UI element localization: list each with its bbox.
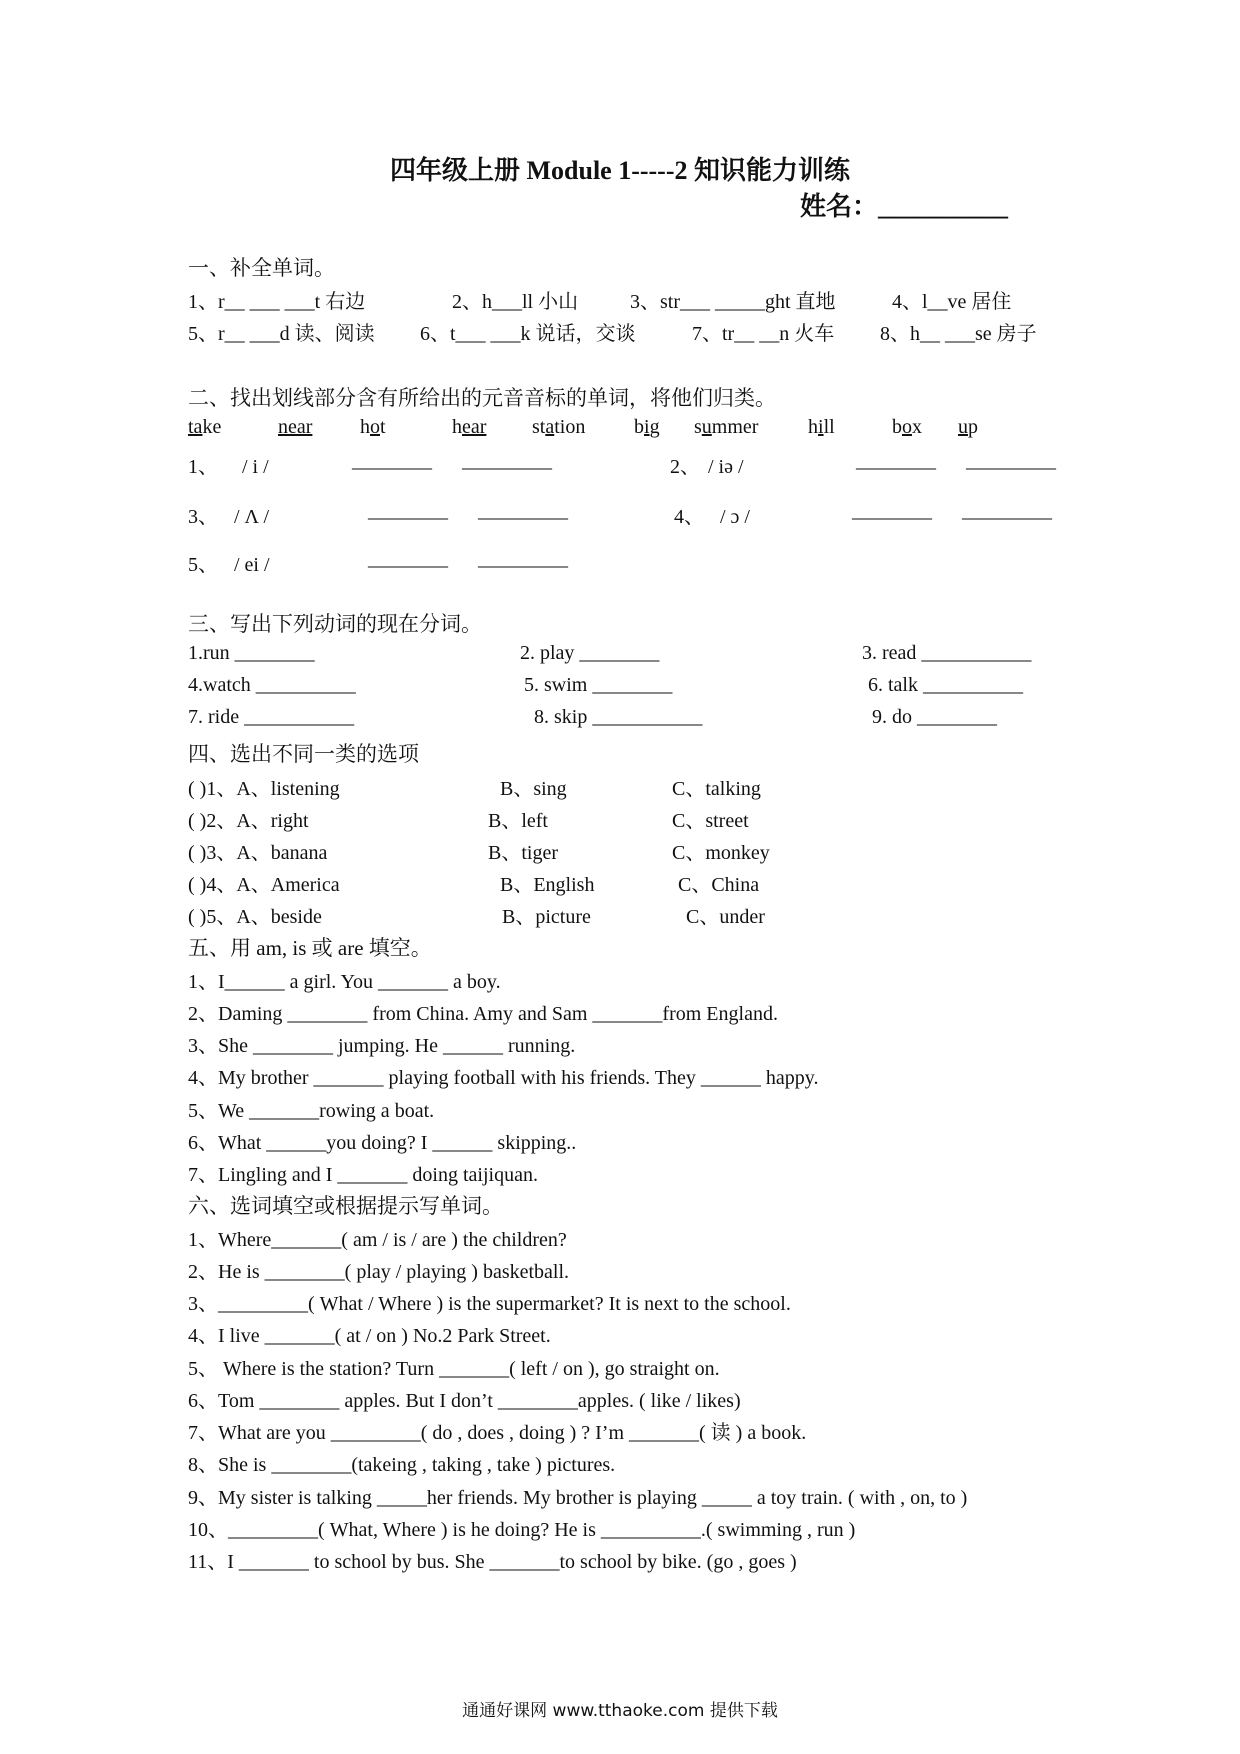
s6-line: 5、 Where is the station? Turn _______( left / on ), go straight on. [188,1358,720,1380]
s3-item: 8. skip ___________ [534,706,703,728]
s4-option-b: B、English [500,874,595,896]
word-bank-word: near [278,416,313,438]
s3-item: 2. play ________ [520,642,660,664]
phoneme-item-1: 1、 / i / [188,456,269,478]
s4-option-b: B、sing [500,778,567,800]
s5-line: 4、My brother _______ playing football with his friends. They ______ happy. [188,1067,819,1089]
s4-option-c: C、under [686,906,765,928]
word-bank-word: box [892,416,922,438]
word-bank-word: hot [360,416,386,438]
word-bank-word: hill [808,416,835,438]
phoneme-item-4: 4、 / ɔ / [674,506,750,528]
s4-option-b: B、left [488,810,548,832]
section-2-heading: 二、找出划线部分含有所给出的元音音标的单词，将他们归类。 [188,386,776,410]
answer-blank[interactable]: ________ [352,450,432,472]
s3-item: 7. ride ___________ [188,706,355,728]
s6-line: 9、My sister is talking _____her friends. My brother is playing _____ a toy train. ( with , on, to ) [188,1487,968,1509]
word-bank-word: summer [694,416,759,438]
s4-question: ( )5、A、beside [188,906,322,928]
s6-line: 7、What are you _________( do , does , doing ) ? I’m _______( 读 ) a book. [188,1422,807,1444]
phoneme-item-3: 3、 / Λ / [188,506,270,528]
s4-question: ( )2、A、right [188,810,309,832]
answer-blank[interactable]: _________ [478,548,568,570]
section-1-heading: 一、补全单词。 [188,256,335,280]
s6-line: 4、I live _______( at / on ) No.2 Park Street. [188,1325,551,1347]
s6-line: 3、_________( What / Where ) is the supermarket? It is next to the school. [188,1293,791,1315]
s3-item: 9. do ________ [872,706,997,728]
word-bank-word: station [532,416,586,438]
s1-item: 5、r__ ___d 读、阅读 [188,323,375,345]
s5-line: 3、She ________ jumping. He ______ running. [188,1035,576,1057]
s3-item: 4.watch __________ [188,674,356,696]
s4-option-c: C、China [678,874,760,896]
answer-blank[interactable]: ________ [368,500,448,522]
s4-option-b: B、tiger [488,842,558,864]
word-bank-word: up [958,416,978,438]
s4-question: ( )1、A、listening [188,778,340,800]
s4-option-b: B、picture [502,906,591,928]
s3-item: 3. read ___________ [862,642,1032,664]
s3-item: 5. swim ________ [524,674,673,696]
s6-line: 11、I _______ to school by bus. She _______to school by bike. (go , goes ) [188,1551,797,1573]
answer-blank[interactable]: ________ [368,548,448,570]
answer-blank[interactable]: _________ [966,450,1056,472]
section-3-heading: 三、写出下列动词的现在分词。 [188,612,482,636]
s5-line: 1、I______ a girl. You _______ a boy. [188,971,501,993]
s6-line: 2、He is ________( play / playing ) basketball. [188,1261,570,1283]
answer-blank[interactable]: _________ [962,500,1052,522]
s4-option-c: C、talking [672,778,761,800]
word-bank-word: big [634,416,660,438]
s4-question: ( )3、A、banana [188,842,328,864]
s5-line: 5、We _______rowing a boat. [188,1100,435,1122]
phoneme-item-5: 5、 / ei / [188,554,270,576]
s3-item: 6. talk __________ [868,674,1023,696]
s5-line: 2、Daming ________ from China. Amy and Sam _______from England. [188,1003,778,1025]
s4-option-c: C、monkey [672,842,770,864]
name-field-label: 姓名：__________ [800,192,1009,221]
answer-blank[interactable]: ________ [852,500,932,522]
word-bank-word: hear [452,416,487,438]
s6-line: 6、Tom ________ apples. But I don’t ________apples. ( like / likes) [188,1390,741,1412]
s3-item: 1.run ________ [188,642,315,664]
s1-item: 1、r__ ___ ___t 右边 [188,291,366,313]
s1-item: 2、h___ll 小山 [452,291,579,313]
s1-item: 7、tr__ __n 火车 [692,323,835,345]
answer-blank[interactable]: _________ [462,450,552,472]
s6-line: 10、_________( What, Where ) is he doing? He is __________.( swimming , run ) [188,1519,856,1541]
section-4-heading: 四、选出不同一类的选项 [188,742,419,766]
s6-line: 1、Where_______( am / is / are ) the children? [188,1229,567,1251]
s1-item: 3、str___ _____ght 直地 [630,291,836,313]
s5-line: 6、What ______you doing? I ______ skipping.. [188,1132,577,1154]
s4-question: ( )4、A、America [188,874,340,896]
word-bank-word: take [188,416,222,438]
s6-line: 8、She is ________(takeing , taking , take ) pictures. [188,1454,616,1476]
s4-option-c: C、street [672,810,749,832]
s1-item: 8、h__ ___se 房子 [880,323,1037,345]
page-title: 四年级上册 Module 1-----2 知识能力训练 [389,156,850,185]
phoneme-item-2: 2、 / iə / [670,456,744,478]
s1-item: 4、l__ve 居住 [892,291,1012,313]
s5-line: 7、Lingling and I _______ doing taijiquan. [188,1164,538,1186]
section-6-heading: 六、选词填空或根据提示写单词。 [188,1194,503,1218]
footer-credit: 通通好课网 www.tthaoke.com 提供下载 [462,1701,778,1721]
section-5-heading: 五、用 am, is 或 are 填空。 [188,936,432,960]
answer-blank[interactable]: _________ [478,500,568,522]
answer-blank[interactable]: ________ [856,450,936,472]
s1-item: 6、t___ ___k 说话，交谈 [420,323,636,345]
